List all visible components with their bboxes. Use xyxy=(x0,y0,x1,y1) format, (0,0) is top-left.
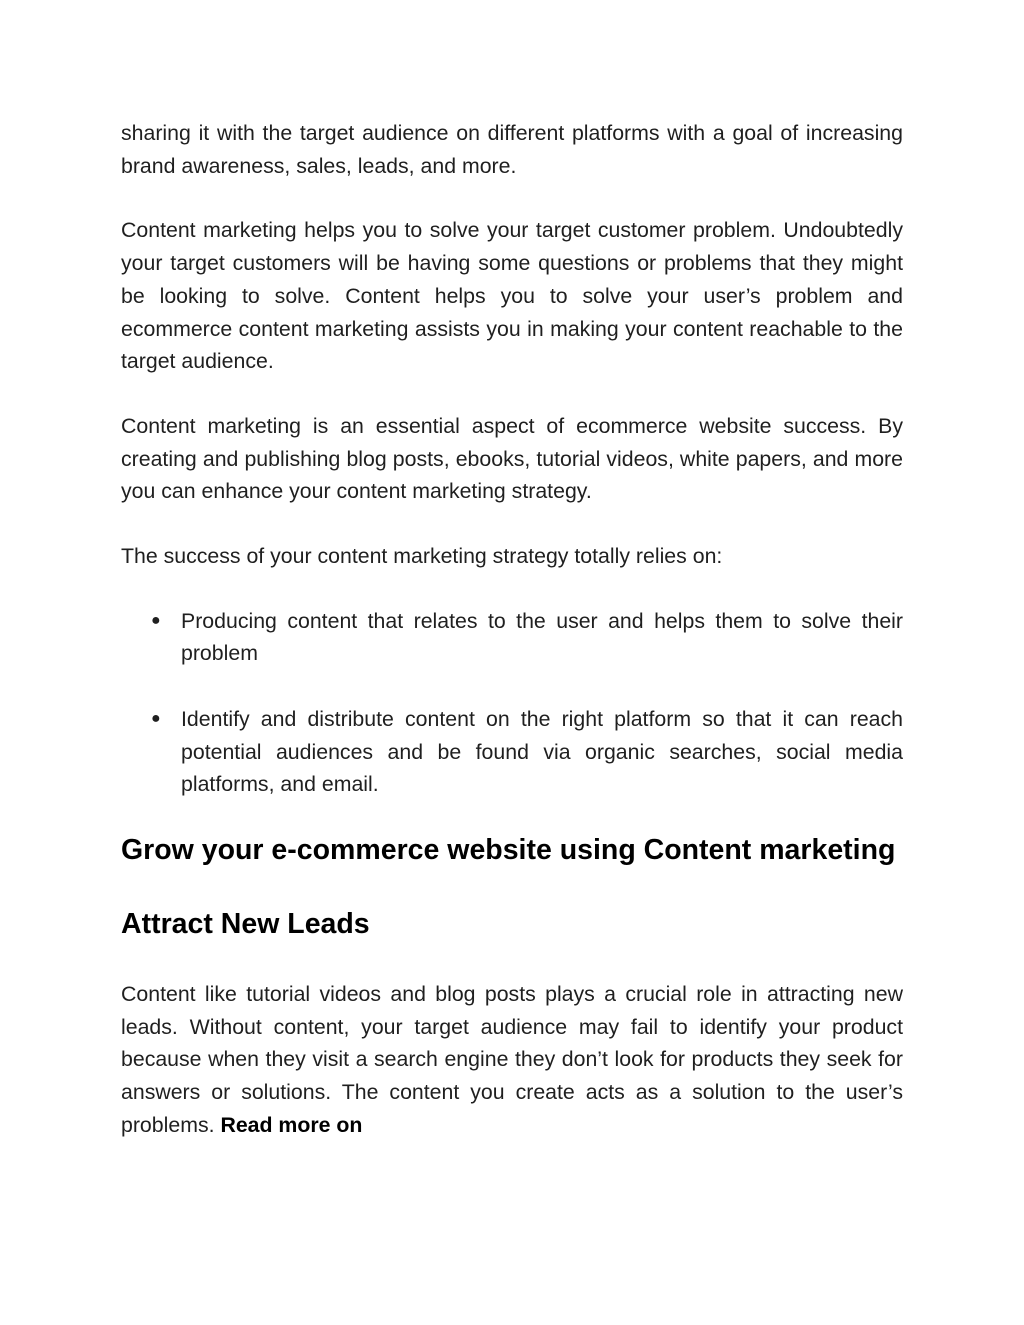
read-more-link[interactable]: Read more on xyxy=(220,1112,363,1137)
heading-grow-website: Grow your e-commerce website using Content marketing xyxy=(121,833,896,866)
bullet-icon: ● xyxy=(151,611,161,629)
paragraph-attract-text: Content like tutorial videos and blog posts plays a crucial role in attracting new leads. Without content, your target audience may fail to identify your product because when they visit a search engine they don’t look for products they seek for answers or solutions. The content you create acts as a solution to the user’s problems. xyxy=(121,981,903,1137)
paragraph-essential-aspect: Content marketing is an essential aspect of ecommerce website success. By creating and publishing blog posts, ebooks, tutorial videos, white papers, and more you can enhance your content marketing strategy. xyxy=(121,413,903,504)
paragraph-problem-solving: Content marketing helps you to solve your target customer problem. Undoubtedly your target customers will be having some questions or problems that they might be looking to solve. Content helps you to solve your user’s problem and ecommerce content marketing assists you in making your content reachable to the target audience. xyxy=(121,218,903,374)
bullet-icon: ● xyxy=(151,709,161,727)
paragraph-success-relies: The success of your content marketing strategy totally relies on: xyxy=(121,544,723,569)
list-item-text: Producing content that relates to the user and helps them to solve their problem xyxy=(181,608,903,666)
heading-attract-leads: Attract New Leads xyxy=(121,907,370,940)
paragraph-intro: sharing it with the target audience on different platforms with a goal of increasing brand awareness, sales, leads, and more. xyxy=(121,121,903,178)
list-item xyxy=(121,703,903,801)
success-factors-list xyxy=(121,605,903,801)
list-item xyxy=(121,605,903,670)
list-item-text: Identify and distribute content on the right platform so that it can reach potential audiences and be found via organic searches, social media platforms, and email. xyxy=(181,706,903,797)
paragraph-attract-leads xyxy=(121,978,903,1142)
document-page xyxy=(121,117,903,1141)
